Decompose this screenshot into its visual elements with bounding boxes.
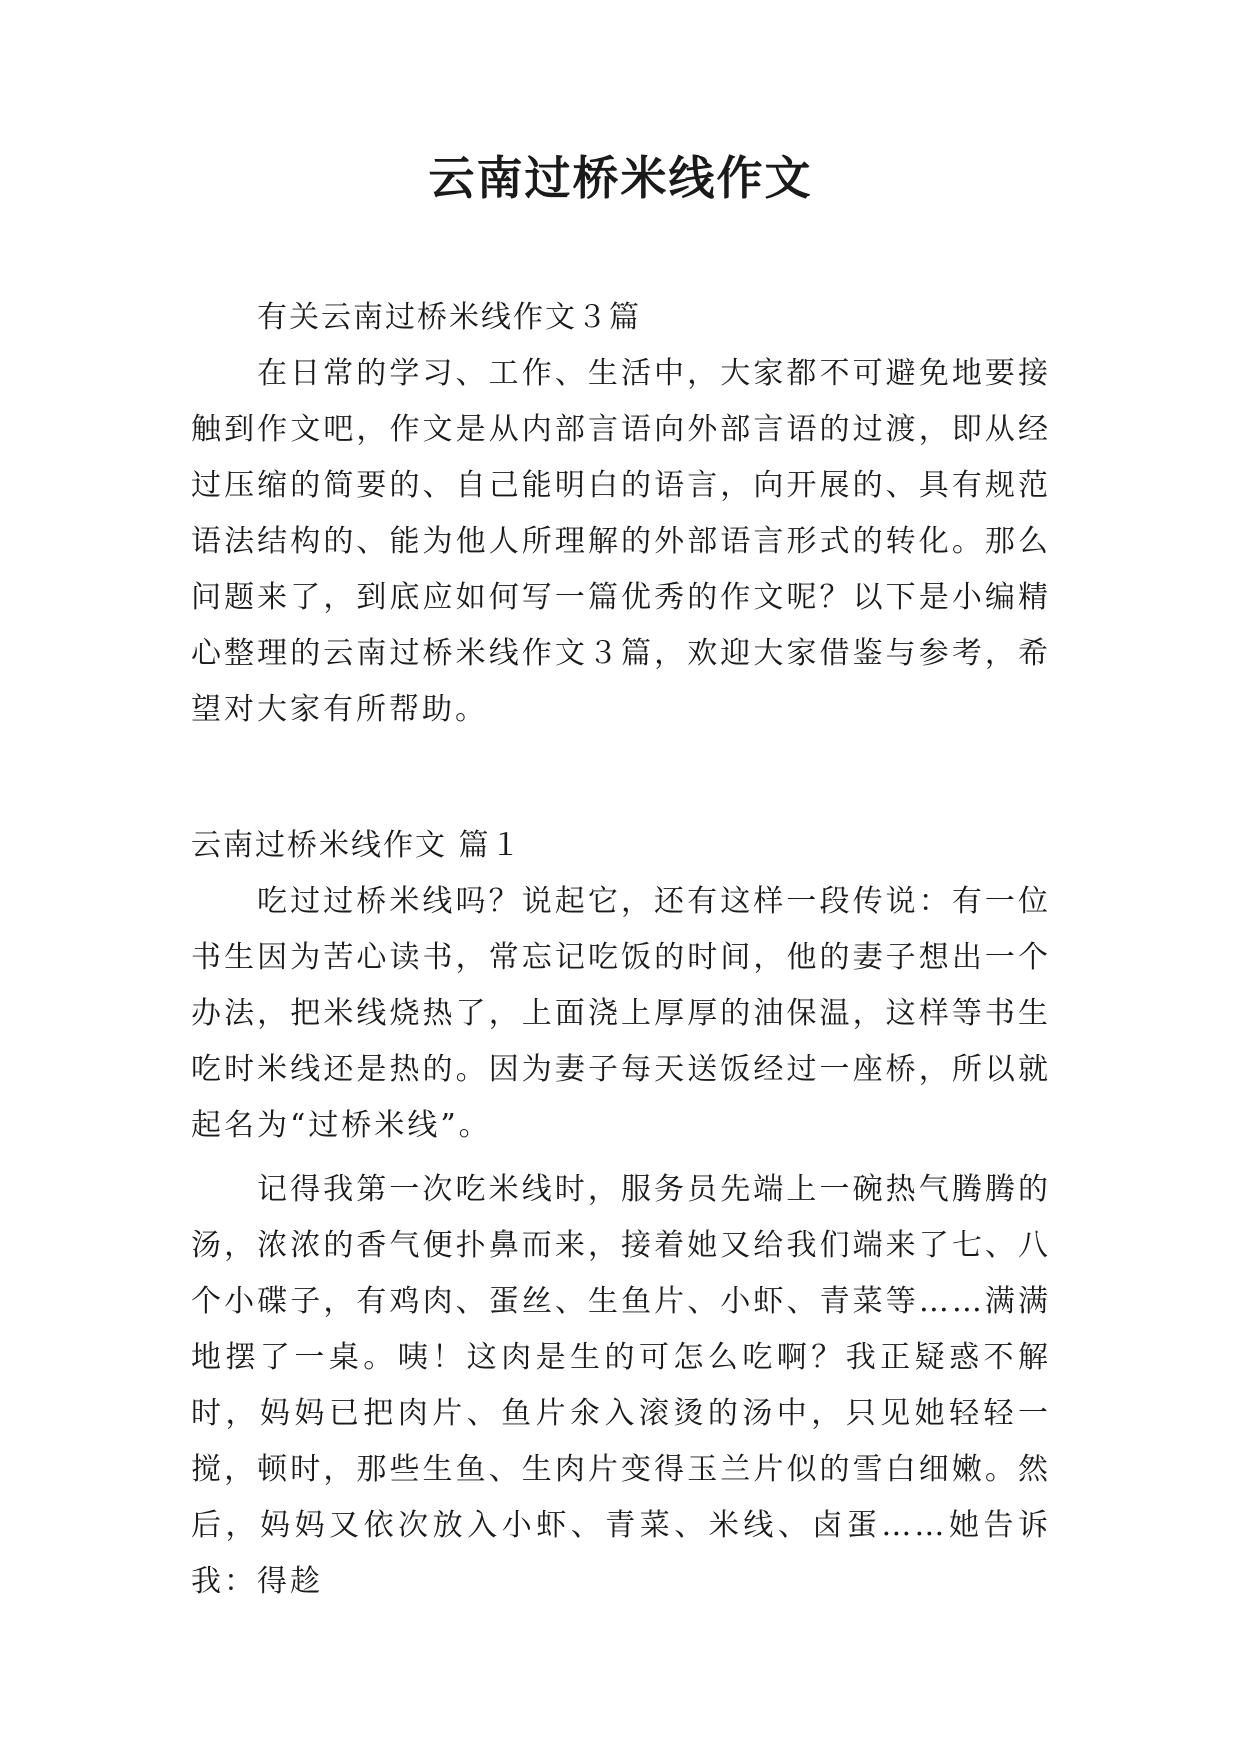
document-subtitle: 有关云南过桥米线作文３篇 bbox=[257, 300, 641, 335]
body-paragraph-2: 记得我第一次吃米线时，服务员先端上一碗热气腾腾的汤，浓浓的香气便扑鼻而来，接着她又给我们端来了七、八个小碟子，有鸡肉、蛋丝、生鱼片、小虾、青菜等……满满地摆了一桌。咦！这肉是生的可怎么吃啊？我正疑惑不解时，妈妈已把肉片、鱼片氽入滚烫的汤中，只见她轻轻一搅，顿时，那些生鱼、生肉片变得玉兰片似的雪白细嫩。然后，妈妈又依次放入小虾、青菜、米线、卤蛋……她告诉我：得趁 bbox=[191, 1172, 1051, 1599]
intro-paragraph: 在日常的学习、工作、生活中，大家都不可避免地要接触到作文吧，作文是从内部言语向外部言语的过渡，即从经过压缩的简要的、自己能明白的语言，向开展的、具有规范语法结构的、能为他人所理解的外部语言形式的转化。那么问题来了，到底应如何写一篇优秀的作文呢？以下是小编精心整理的云南过桥米线作文３篇，欢迎大家借鉴与参考，希望对大家有所帮助。 bbox=[191, 356, 1051, 727]
document-title: 云南过桥米线作文 bbox=[428, 151, 813, 205]
section-heading: 云南过桥米线作文 篇１ bbox=[191, 828, 523, 863]
body-paragraph-1: 吃过过桥米线吗？说起它，还有这样一段传说：有一位书生因为苦心读书，常忘记吃饭的时间，他的妻子想出一个办法，把米线烧热了，上面浇上厚厚的油保温，这样等书生吃时米线还是热的。因为妻子每天送饭经过一座桥，所以就起名为“过桥米线”。 bbox=[191, 884, 1051, 1143]
